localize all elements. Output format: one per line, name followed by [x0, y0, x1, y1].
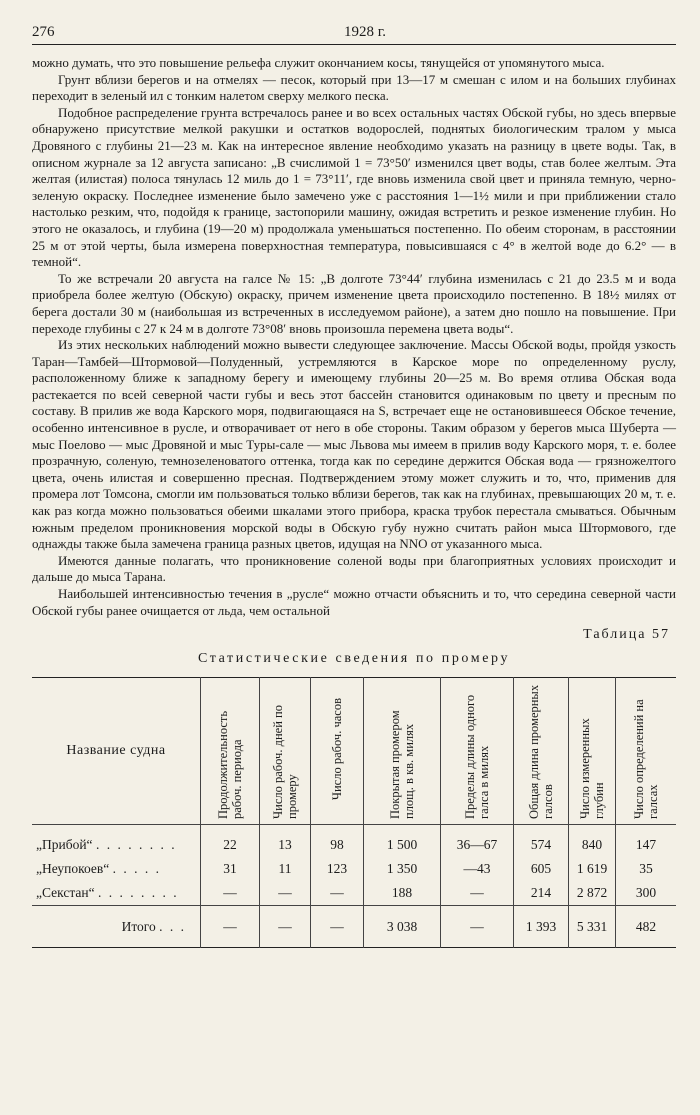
statistics-table — [32, 677, 676, 948]
leader-dots: . . . . . . . . — [95, 837, 177, 853]
paragraph: Из этих нескольких наблюдений можно вывести следующее заключение. Массы Обской воды, пройдя узкость Таран—Тамбей—Штормовой—Полуденный, устремляются в Карское море по определенному руслу, расположенному ближе к западному берегу и имеющему глубины 20—25 м. Во время отлива Обская вода растекается по всей северной части губы и весь этот бассейн становится одинаковым по цвету и пресным по составу. В прилив же вода Карского моря, подвигающаяся на S, встречает еще не остановившееся Обское течение, особенно интенсивное в русле, и отворачивает от него в обе стороны. Таким образом у берегов мыса Шуберта — мыс Поелово — мыс Дровяной и мыс Туры-сале — мыс Львова мы имеем в прилив воду Карского моря, т. е. более прозрачную, соленую, темнозеленоватого оттенка, тогда как по середине держится Обская вода — грязножелтого цвета, очень илистая и совершенно пресная. Подтверждением этому может служить и то, что, применив для промера лот Томсона, смогли им пользоваться только вблизи берегов, так как на глубинах, превышающих 20 м, т. е. как раз когда можно пользоваться обеими шкалами этого прибора, краска трубок перестала смываться. Обычным южным пределом проникновения морской воды в Обскую губу нужно считать район мыса Штормового, где однажды также была замечена граница разных цветов, идущая на NNO от указанного мыса. — [32, 337, 676, 552]
table-cell: 2 872 — [569, 881, 616, 906]
table-cell: 574 — [514, 825, 569, 858]
column-header-label: Общая длина промерных галсов — [527, 685, 555, 820]
table-cell: 35 — [616, 857, 677, 881]
leader-dots: . . . . . . . . — [98, 885, 179, 901]
column-header-label: Число рабоч. дней по промеру — [271, 705, 299, 820]
table-row — [32, 881, 676, 906]
table-label: Таблица 57 — [583, 627, 670, 643]
paragraph: Имеются данные полагать, что проникновение соленой воды при благоприятных условиях происходит и дальше до мыса Тарана. — [32, 552, 676, 585]
table-cell: — — [260, 881, 311, 906]
vessel-name: „Секстан“ — [36, 885, 95, 901]
table-cell: 188 — [364, 881, 441, 906]
table-cell: — — [260, 906, 311, 948]
vessel-name: „Неупокоев“ — [36, 861, 110, 877]
table-total-row — [32, 906, 676, 948]
body-text — [32, 55, 676, 619]
table-cell: 1 393 — [514, 906, 569, 948]
table-cell: — — [441, 906, 514, 948]
column-header-label: Число измеренных глубин — [578, 718, 606, 820]
vessel-name-cell — [32, 881, 201, 906]
table-row — [32, 857, 676, 881]
paragraph: можно думать, что это повышение рельефа служит окончанием косы, тянущейся от упомянутого мыса. — [32, 55, 605, 70]
table-row — [32, 825, 676, 858]
vessel-name-cell — [32, 825, 201, 858]
table-cell: 1 619 — [569, 857, 616, 881]
table-cell: 300 — [616, 881, 677, 906]
table-cell: 13 — [260, 825, 311, 858]
table-header-row — [32, 678, 676, 825]
paragraph: Грунт вблизи берегов и на отмелях — песок, который при 13—17 м смешан с илом и на больших глубинах переходит в зеленый ил с тонким налетом сверху мелкого песка. — [32, 71, 676, 104]
page-header — [32, 24, 676, 45]
page-number: 276 — [32, 24, 55, 40]
column-header-label: Покрытая промером площ. в кв. милях — [388, 710, 416, 820]
column-header — [569, 678, 616, 825]
column-header — [616, 678, 677, 825]
table-cell: 11 — [260, 857, 311, 881]
table-cell: 214 — [514, 881, 569, 906]
table-title: Статистические сведения по промеру — [197, 651, 511, 667]
paragraph: Подобное распределение грунта встречалось ранее и во всех остальных частях Обской губы, но здесь впервые обнаружено присутствие мелкой ракушки и остатков водорослей, поднятых биологическим тралом у мыса Дровяного с глубины 21—23 м. Как на интересное явление необходимо указать на разницу в цвете воды. Так, в описном журнале за 12 августа записано: „В счислимой 1 = 73°50′ изменился цвет воды, став более желтым. Эта желтая (илистая) полоса тянулась 12 миль до 1 = 73°11′, где вновь изменила свой цвет и приняла темную, черно-зеленую окраску. Последнее изменение было замечено уже с расстояния 1—1½ мили и при приближении стало настолько резким, что, подойдя к границе, застопорили машину, ожидая встретить и резкое изменение глубин. Но этого не оказалось, и глубина (19—20 м) продолжала уменьшаться постепенно. По обеим сторонам, в расстоянии 25 м от этой черты, была измерена поверхностная температура, повысившаяся с 4° в желтой воде до 6.2° — в темной“. — [32, 104, 676, 270]
table-cell: — — [311, 906, 364, 948]
table-cell: 22 — [201, 825, 260, 858]
table-cell: 1 350 — [364, 857, 441, 881]
column-header-label: Число определений на галсах — [632, 699, 660, 820]
table-cell: — — [311, 881, 364, 906]
total-label: Итого — [121, 919, 156, 935]
table-cell: 605 — [514, 857, 569, 881]
table-cell: — — [441, 881, 514, 906]
vessel-name-cell — [32, 857, 201, 881]
table-cell: 5 331 — [569, 906, 616, 948]
table-cell: 482 — [616, 906, 677, 948]
column-header — [311, 678, 364, 825]
vessel-name: „Прибой“ — [36, 837, 93, 853]
table-cell: 840 — [569, 825, 616, 858]
paragraph: То же встречали 20 августа на галсе № 15: „В долготе 73°44′ глубина изменилась с 21 до 23.5 м и вода приобрела более желтую (Обскую) окраску, причем изменение цвета происходило постепенно. В 18½ милях от берега достали 30 м (наибольшая из встреченных в исследуемом районе), а затем дно пошло на повышение. При переходе глубины с 27 к 24 м в долготе 73°08′ вновь произошла перемена цвета воды“. — [32, 270, 676, 336]
paragraph: Наибольшей интенсивностью течения в „русле“ можно отчасти объяснить и то, что середина северной части Обской губы ранее очищается от льда, чем остальной — [32, 586, 676, 618]
column-header-label: Пределы длины одного галса в милях — [463, 695, 491, 820]
leader-dots: . . . — [159, 919, 186, 935]
table-cell: — — [201, 906, 260, 948]
running-title: 1928 г. — [344, 24, 386, 40]
table-cell: 31 — [201, 857, 260, 881]
total-label-cell — [32, 906, 201, 948]
column-header — [201, 678, 260, 825]
column-header — [364, 678, 441, 825]
table-cell: 123 — [311, 857, 364, 881]
table-cell: — — [201, 881, 260, 906]
table-cell: 1 500 — [364, 825, 441, 858]
column-header-vessel: Название судна — [32, 678, 201, 825]
column-header — [441, 678, 514, 825]
table-cell: 3 038 — [364, 906, 441, 948]
column-header-label: Число рабоч. часов — [330, 698, 344, 801]
column-header — [260, 678, 311, 825]
leader-dots: . . . . . — [112, 861, 162, 877]
table-cell: —43 — [441, 857, 514, 881]
table-cell: 147 — [616, 825, 677, 858]
column-header — [514, 678, 569, 825]
table-cell: 36—67 — [441, 825, 514, 858]
column-header-label: Продолжительность рабоч. периода — [216, 711, 244, 820]
table-cell: 98 — [311, 825, 364, 858]
book-page — [32, 24, 676, 948]
